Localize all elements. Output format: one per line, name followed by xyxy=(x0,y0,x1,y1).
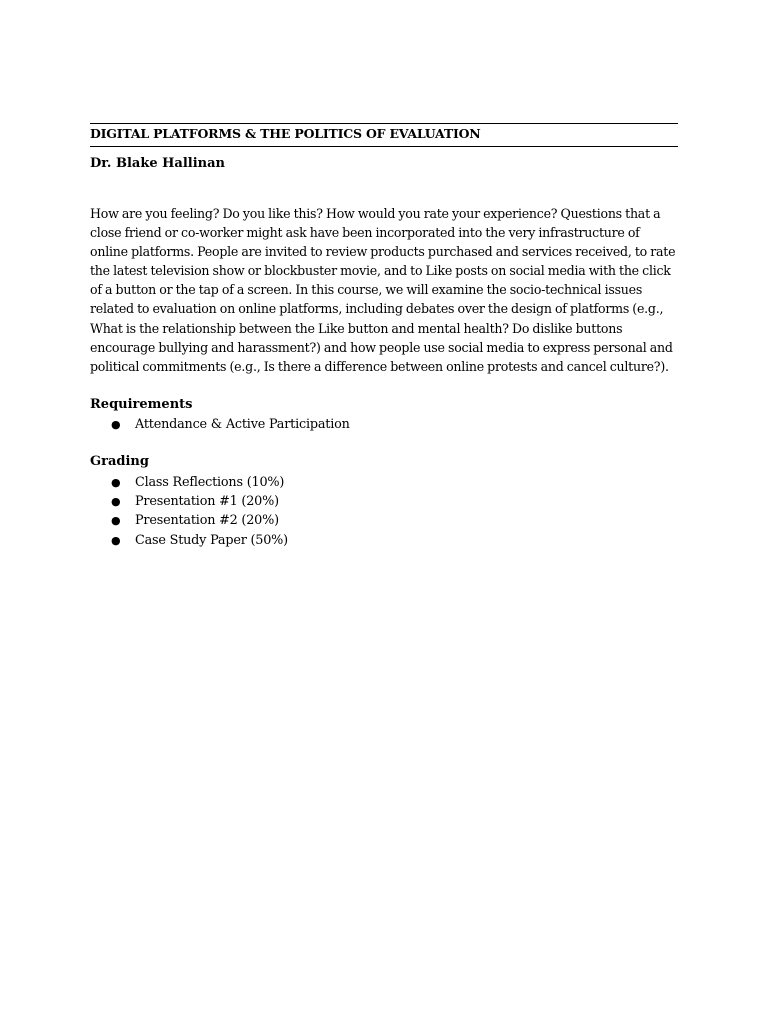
requirements-heading: Requirements xyxy=(90,397,193,412)
bullet-icon: ● xyxy=(111,476,121,489)
requirement-item-label: Attendance & Active Participation xyxy=(135,417,350,432)
author-name: Dr. Blake Hallinan xyxy=(90,156,225,171)
grading-item-label: Class Reflections (10%) xyxy=(135,475,285,490)
grading-item-label: Presentation #2 (20%) xyxy=(135,513,279,529)
course-description: How are you feeling? Do you like this? How would you rate your experience? Questions that a close friend or co-worker might ask have been incorporated into the very infrastructure of online platforms. People are invited to review products purchased and services received, to rate the latest television show or blockbuster movie, and to Like posts on social media with the click of a button or the tap of a screen. In this course, we will examine the socio-technical issues related to evaluation on online platforms, including debates over the design of platforms (e.g., What is the relationship between the Like button and mental health? Do dislike buttons encourage bullying and harassment?) and how people use social media to express personal and political commitments (e.g., Is there a difference between online protests and cancel culture?). xyxy=(90,206,676,374)
bullet-icon: ● xyxy=(111,533,121,547)
grading-item-label: Presentation #1 (20%) xyxy=(135,494,279,510)
grading-item-label: Case Study Paper (50%) xyxy=(135,532,288,548)
document-title: DIGITAL PLATFORMS & THE POLITICS OF EVALUATION xyxy=(90,126,481,141)
bullet-icon: ● xyxy=(111,418,121,431)
bullet-icon: ● xyxy=(111,495,121,509)
bullet-icon: ● xyxy=(111,514,121,528)
title-rule-block xyxy=(90,123,678,147)
grading-heading: Grading xyxy=(90,454,149,469)
